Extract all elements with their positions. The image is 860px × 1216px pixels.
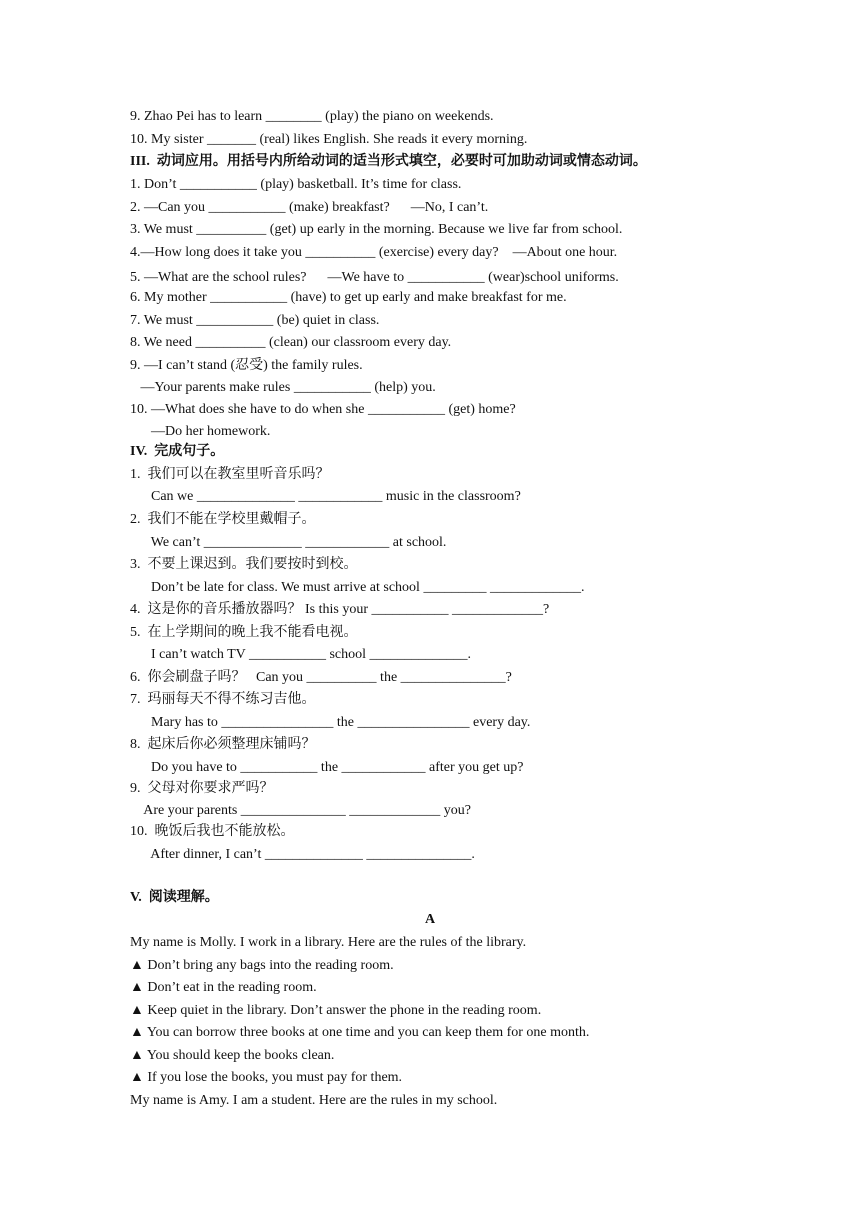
rule-1: ▲ Don’t bring any bags into the reading room. — [130, 958, 394, 973]
q4-7-en: Mary has to ________________ the ________________ every day. — [130, 715, 531, 730]
q3-4: 4.—How long does it take you __________ (exercise) every day? —About one hour. — [130, 245, 618, 260]
q4-9-cn: 9. 父母对你要求严吗？ — [130, 781, 274, 796]
q4-5-en: I can’t watch TV ___________ school ______________. — [130, 647, 472, 662]
q4-1-en: Can we ______________ ____________ music in the classroom? — [130, 489, 521, 504]
q4-5-cn: 5. 在上学期间的晚上我不能看电视。 — [130, 625, 358, 640]
q4-2-en: We can’t ______________ ____________ at school. — [130, 535, 447, 550]
rule-2: ▲ Don’t eat in the reading room. — [130, 980, 317, 995]
q4-8-cn: 8. 起床后你必须整理床铺吗？ — [130, 737, 316, 752]
q4-1-cn: 1. 我们可以在教室里听音乐吗？ — [130, 467, 330, 482]
q4-3-en: Don’t be late for class. We must arrive at school _________ _____________. — [130, 580, 585, 595]
rule-5: ▲ You should keep the books clean. — [130, 1048, 335, 1063]
q3-9: 9. —I can’t stand (忍受) the family rules. — [130, 358, 363, 373]
q4-9-en: Are your parents _______________ _____________ you? — [130, 803, 472, 818]
q4-2-cn: 2. 我们不能在学校里戴帽子。 — [130, 512, 316, 527]
q2-9: 9. Zhao Pei has to learn ________ (play) the piano on weekends. — [130, 109, 494, 124]
section-4-heading: IV. 完成句子。 — [130, 444, 225, 459]
q3-6: 6. My mother ___________ (have) to get up early and make breakfast for me. — [130, 290, 567, 305]
q3-2: 2. —Can you ___________ (make) breakfast? —No, I can’t. — [130, 200, 489, 215]
q3-8: 8. We need __________ (clean) our classroom every day. — [130, 335, 452, 350]
q3-7: 7. We must ___________ (be) quiet in class. — [130, 313, 380, 328]
q4-7-cn: 7. 玛丽每天不得不练习吉他。 — [130, 692, 316, 707]
passage-a-title: A — [424, 912, 436, 927]
rule-3: ▲ Keep quiet in the library. Don’t answer the phone in the reading room. — [130, 1003, 542, 1018]
rule-6: ▲ If you lose the books, you must pay for them. — [130, 1070, 403, 1085]
q3-3: 3. We must __________ (get) up early in the morning. Because we live far from school. — [130, 222, 623, 237]
q4-10-en: After dinner, I can’t ______________ _______________. — [130, 847, 475, 862]
q3-9-reply: —Your parents make rules ___________ (help) you. — [130, 380, 436, 395]
q3-1: 1. Don’t ___________ (play) basketball. It’s time for class. — [130, 177, 462, 192]
passage-line-2: My name is Amy. I am a student. Here are the rules in my school. — [130, 1093, 498, 1108]
q3-10-reply: —Do her homework. — [130, 424, 271, 439]
q4-3-cn: 3. 不要上课迟到。我们要按时到校。 — [130, 557, 358, 572]
q3-5: 5. —What are the school rules? —We have to ___________ (wear)school uniforms. — [130, 270, 619, 285]
section-5-heading: V. 阅读理解。 — [130, 890, 219, 905]
q3-10: 10. —What does she have to do when she ___________ (get) home? — [130, 402, 516, 417]
q2-10: 10. My sister _______ (real) likes English. She reads it every morning. — [130, 132, 528, 147]
rule-4: ▲ You can borrow three books at one time and you can keep them for one month. — [130, 1025, 590, 1040]
section-3-heading: III. 动词应用。用括号内所给动词的适当形式填空，必要时可加助动词或情态动词。 — [130, 154, 647, 169]
passage-line-1: My name is Molly. I work in a library. Here are the rules of the library. — [130, 935, 527, 950]
q4-10-cn: 10. 晚饭后我也不能放松。 — [130, 824, 295, 839]
q4-8-en: Do you have to ___________ the ____________ after you get up? — [130, 760, 524, 775]
q4-4: 4. 这是你的音乐播放器吗？ Is this your ___________ _____________? — [130, 602, 550, 617]
q4-6: 6. 你会刷盘子吗？ Can you __________ the _______________? — [130, 670, 512, 685]
